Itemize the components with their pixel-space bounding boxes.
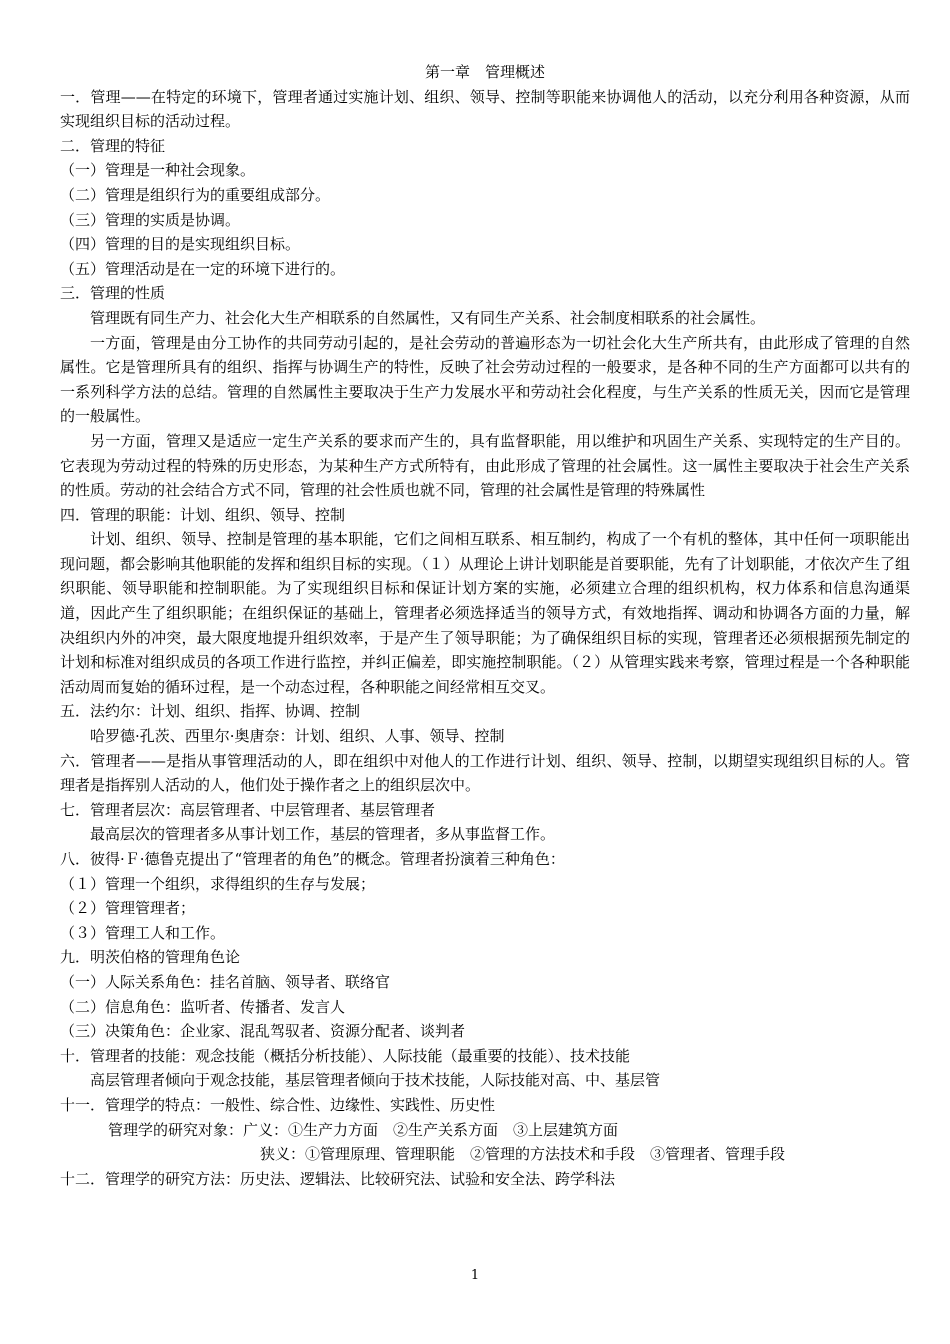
indented-line: 哈罗德·孔茨、西里尔·奥唐奈：计划、组织、人事、领导、控制	[90, 727, 505, 746]
research-object-narrow: 狭义：①管理原理、管理职能 ②管理的方法技术和手段 ③管理者、管理手段	[260, 1145, 786, 1164]
indented-line: 高层管理者倾向于观念技能，基层管理者倾向于技术技能，人际技能对高、中、基层管	[90, 1071, 661, 1090]
chapter-title: 第一章 管理概述	[424, 63, 545, 81]
paragraph: 管理既有同生产力、社会化大生产相联系的自然属性，又有同生产关系、社会制度相联系的社会属性。	[90, 308, 766, 327]
paragraph: 一方面，管理是由分工协作的共同劳动引起的，是社会劳动的普遍形态为一切社会化大生产所共有，由此形成了管理的自然属性。它是管理所具有的组织、指挥与协调生产的特性，反映了社会劳动过程的一般要求，是各种不同的生产方面都可以共有的一系列科学方法的总结。管理的自然属性主要取决于生产力发展水平和劳动社会化程度，与生产关系的性质无关，因而它是管理的一般属性。	[60, 333, 910, 426]
list-item: （四）管理的目的是实现组织目标。	[60, 235, 301, 254]
list-item: （１）管理一个组织，求得组织的生存与发展；	[60, 874, 376, 893]
paragraph: 计划、组织、领导、控制是管理的基本职能，它们之间相互联系、相互制约，构成了一个有机的整体，其中任何一项职能出现问题，都会影响其他职能的发挥和组织目标的实现。（１）从理论上讲计划职能是首要职能，先有了计划职能，才依次产生了组织职能、领导职能和控制职能。为了实现组织目标和保证计划方案的实施，必须建立合理的组织机构，权力体系和信息沟通渠道，因此产生了组织职能；在组织保证的基础上，管理者必须选择适当的领导方式，有效地指挥、调动和协调各方面的力量，解决组织内外的冲突，最大限度地提升组织效率，于是产生了领导职能；为了确保组织目标的实现，管理者还必须根据预先制定的计划和标准对组织成员的各项工作进行监控，并纠正偏差，即实施控制职能。（２）从管理实践来考察，管理过程是一个各种职能活动周而复始的循环过程，是一个动态过程，各种职能之间经常相互交叉。	[60, 530, 910, 696]
list-item: （二）管理是组织行为的重要组成部分。	[60, 185, 331, 204]
section-5-heading: 五．法约尔：计划、组织、指挥、协调、控制	[60, 702, 361, 721]
section-6-definition: 六．管理者——是指从事管理活动的人，即在组织中对他人的工作进行计划、组织、领导、控制，以期望实现组织目标的人。管理者是指挥别人活动的人，他们处于操作者之上的组织层次中。	[60, 751, 910, 795]
section-11-heading: 十一．管理学的特点：一般性、综合性、边缘性、实践性、历史性	[60, 1095, 496, 1114]
list-item: （一）管理是一种社会现象。	[60, 161, 256, 180]
list-item: （２）管理管理者；	[60, 899, 196, 918]
section-9-heading: 九．明茨伯格的管理角色论	[60, 948, 241, 967]
list-item: （三）管理的实质是协调。	[60, 210, 241, 229]
paragraph: 另一方面，管理又是适应一定生产关系的要求而产生的，具有监督职能，用以维护和巩固生产关系、实现特定的生产目的。它表现为劳动过程的特殊的历史形态，为某种生产方式所特有，由此形成了管理的社会属性。这一属性主要取决于社会生产关系的性质。劳动的社会结合方式不同，管理的社会性质也就不同，管理的社会属性是管理的特殊属性	[60, 431, 910, 500]
research-object-broad: 管理学的研究对象：广义：①生产力方面 ②生产关系方面 ③上层建筑方面	[108, 1120, 619, 1139]
section-2-heading: 二．管理的特征	[60, 136, 166, 155]
section-10-heading: 十．管理者的技能：观念技能（概括分析技能）、人际技能（最重要的技能）、技术技能	[60, 1046, 631, 1065]
section-3-heading: 三．管理的性质	[60, 284, 166, 303]
page-number: 1	[470, 1268, 480, 1283]
list-item: （一）人际关系角色：挂名首脑、领导者、联络官	[60, 972, 391, 991]
list-item: （二）信息角色：监听者、传播者、发言人	[60, 997, 346, 1016]
indented-line: 最高层次的管理者多从事计划工作，基层的管理者，多从事监督工作。	[90, 825, 556, 844]
list-item: （３）管理工人和工作。	[60, 923, 226, 942]
section-4-heading: 四．管理的职能：计划、组织、领导、控制	[60, 505, 346, 524]
document-page	[60, 60, 910, 1191]
section-12-heading: 十二．管理学的研究方法：历史法、逻辑法、比较研究法、试验和安全法、跨学科法	[60, 1169, 616, 1188]
section-7-heading: 七．管理者层次：高层管理者、中层管理者、基层管理者	[60, 800, 436, 819]
section-1-definition: 一．管理——在特定的环境下，管理者通过实施计划、组织、领导、控制等职能来协调他人的活动，以充分利用各种资源，从而实现组织目标的活动过程。	[60, 87, 910, 131]
section-8-heading: 八．彼得·Ｆ·德鲁克提出了“管理者的角色”的概念。管理者扮演着三种角色：	[60, 850, 565, 868]
list-item: （三）决策角色：企业家、混乱驾驭者、资源分配者、谈判者	[60, 1022, 466, 1041]
list-item: （五）管理活动是在一定的环境下进行的。	[60, 259, 346, 278]
